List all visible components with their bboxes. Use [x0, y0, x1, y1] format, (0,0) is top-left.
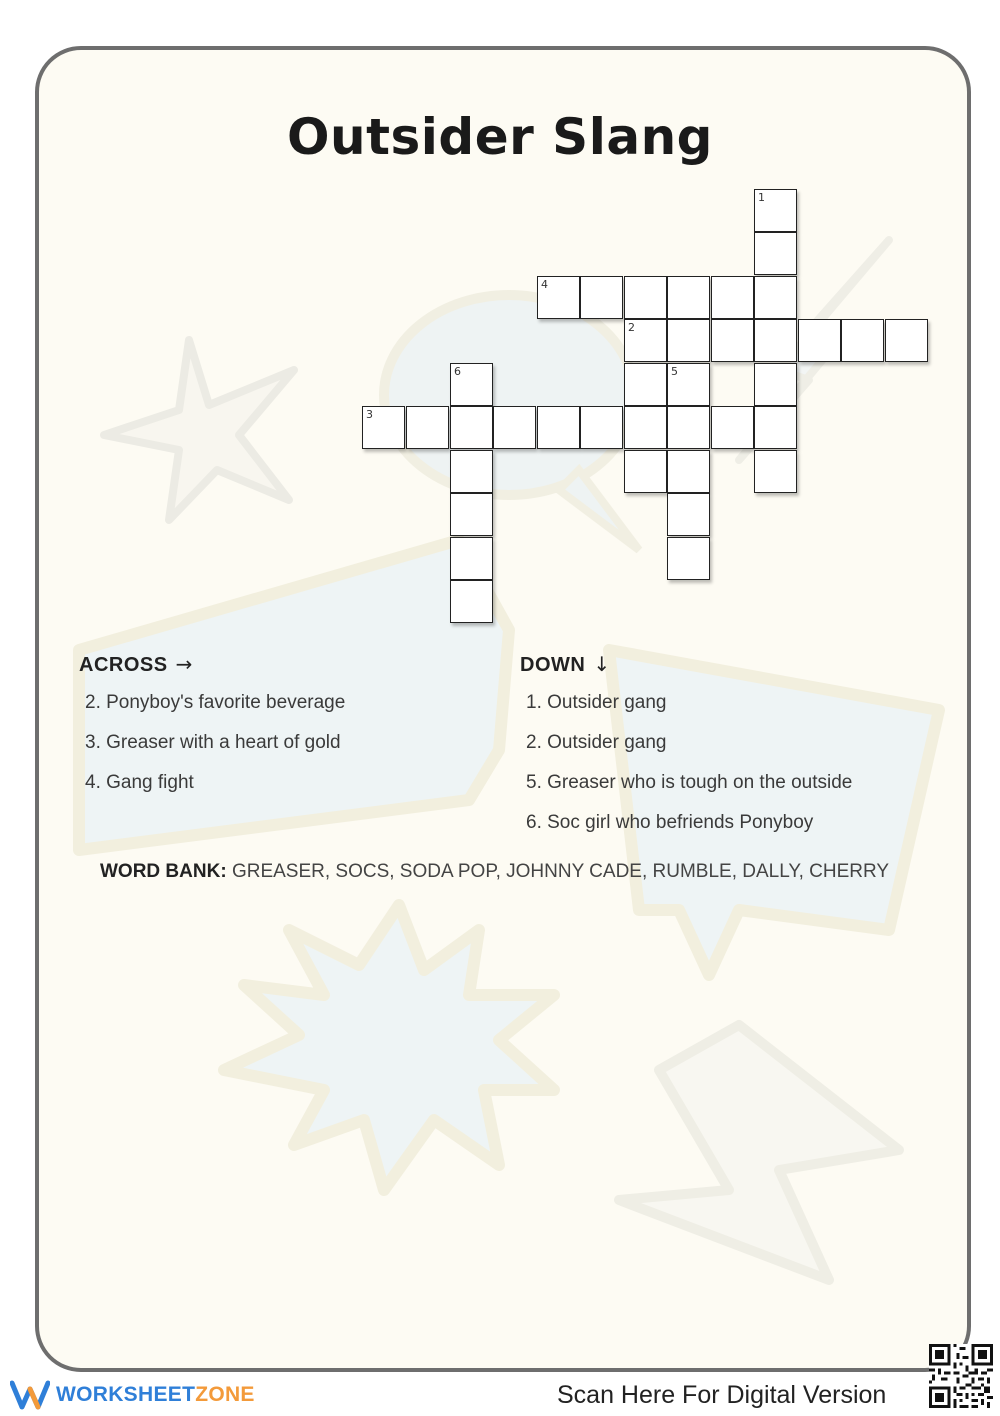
clue-number: 5	[671, 365, 678, 378]
crossword-cell[interactable]	[580, 406, 623, 449]
crossword-cell[interactable]	[624, 406, 667, 449]
arrow-right-icon: →	[175, 652, 193, 676]
across-clue-3: 3. Greaser with a heart of gold	[85, 732, 341, 753]
crossword-cell[interactable]	[450, 450, 493, 493]
down-clue-6: 6. Soc girl who befriends Ponyboy	[526, 812, 814, 833]
word-bank	[100, 861, 980, 883]
logo-text-zone: ZONE	[195, 1383, 255, 1406]
down-clue-2: 2. Outsider gang	[526, 732, 667, 753]
crossword-cell[interactable]	[711, 276, 754, 319]
clue-number: 4	[541, 278, 548, 291]
crossword-cell[interactable]	[667, 319, 710, 362]
crossword-cell[interactable]	[667, 450, 710, 493]
crossword-cell[interactable]	[493, 406, 536, 449]
logo-text-worksheet: WORKSHEET	[56, 1383, 196, 1406]
crossword-cell[interactable]	[580, 276, 623, 319]
worksheetzone-logo[interactable]	[10, 1378, 255, 1412]
crossword-cell[interactable]	[711, 319, 754, 362]
crossword-cell[interactable]	[537, 406, 580, 449]
starburst-shape	[224, 905, 554, 1190]
clue-number: 6	[454, 365, 461, 378]
across-clue-2: 2. Ponyboy's favorite beverage	[85, 692, 346, 713]
clue-number: 3	[366, 408, 373, 421]
crossword-cell[interactable]	[754, 276, 797, 319]
across-clue-4: 4. Gang fight	[85, 772, 194, 793]
crossword-cell[interactable]	[754, 406, 797, 449]
crossword-cell[interactable]	[754, 319, 797, 362]
crossword-cell[interactable]	[711, 406, 754, 449]
crossword-cell[interactable]	[667, 276, 710, 319]
crossword-cell[interactable]	[798, 319, 841, 362]
crossword-cell[interactable]	[885, 319, 928, 362]
crossword-cell[interactable]	[841, 319, 884, 362]
speech-bubble-shape	[384, 295, 634, 495]
clue-number: 2	[628, 321, 635, 334]
word-bank-words: GREASER, SOCS, SODA POP, JOHNNY CADE, RUMBLE, DALLY, CHERRY	[231, 861, 890, 882]
crossword-cell[interactable]	[450, 537, 493, 580]
crossword-cell[interactable]	[754, 450, 797, 493]
crossword-cell[interactable]	[450, 363, 493, 406]
crossword-cell[interactable]	[406, 406, 449, 449]
crossword-cell[interactable]	[667, 363, 710, 406]
crossword-cell[interactable]	[754, 189, 797, 232]
crossword-cell[interactable]	[624, 319, 667, 362]
crossword-cell[interactable]	[667, 406, 710, 449]
scan-caption: Scan Here For Digital Version	[557, 1381, 887, 1409]
crossword-cell[interactable]	[450, 580, 493, 623]
crossword-cell[interactable]	[362, 406, 405, 449]
crossword-cell[interactable]	[450, 406, 493, 449]
arrow-down-icon: ↓	[593, 652, 611, 676]
logo-w-icon	[10, 1379, 50, 1411]
crossword-cell[interactable]	[624, 450, 667, 493]
crossword-cell[interactable]	[754, 363, 797, 406]
across-heading: ACROSS →	[79, 652, 193, 676]
clue-number: 1	[758, 191, 765, 204]
lightning-bottom-shape	[619, 1025, 899, 1280]
star-shape	[104, 340, 294, 520]
crossword-cell[interactable]	[667, 493, 710, 536]
word-bank-label: WORD BANK:	[100, 861, 227, 882]
crossword-cell[interactable]	[450, 493, 493, 536]
crossword-cell[interactable]	[624, 363, 667, 406]
crossword-cell[interactable]	[624, 276, 667, 319]
down-clue-1: 1. Outsider gang	[526, 692, 667, 713]
down-heading: DOWN ↓	[520, 652, 611, 676]
page-title: Outsider Slang	[287, 108, 713, 166]
crossword-cell[interactable]	[667, 537, 710, 580]
down-clue-5: 5. Greaser who is tough on the outside	[526, 772, 853, 793]
qr-code-icon[interactable]	[929, 1344, 993, 1408]
crossword-cell[interactable]	[754, 232, 797, 275]
crossword-cell[interactable]	[537, 276, 580, 319]
